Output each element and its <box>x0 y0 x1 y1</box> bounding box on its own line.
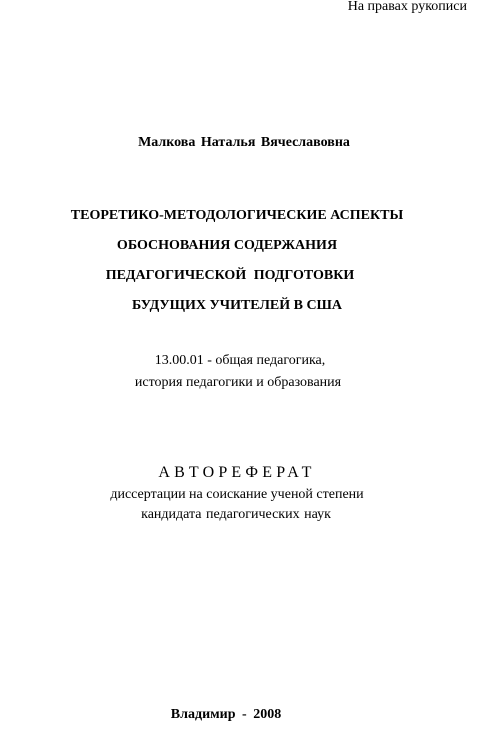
title-line: ПЕДАГОГИЧЕСКОЙ ПОДГОТОВКИ <box>105 268 355 283</box>
rights-note: На правах рукописи <box>347 0 467 14</box>
specialty-code-line: 13.00.01 - общая педагогика, <box>154 353 326 368</box>
title-line: ОБОСНОВАНИЯ СОДЕРЖАНИЯ <box>116 238 338 253</box>
title-line: БУДУЩИХ УЧИТЕЛЕЙ В США <box>131 298 343 313</box>
place-and-year: Владимир - 2008 <box>170 707 282 722</box>
document-type-heading: АВТОРЕФЕРАТ <box>158 464 316 481</box>
author-name: Малкова Наталья Вячеславовна <box>138 135 350 150</box>
title-line: ТЕОРЕТИКО-МЕТОДОЛОГИЧЕСКИЕ АСПЕКТЫ <box>70 208 404 223</box>
degree-line: диссертации на соискание ученой степени <box>110 487 364 502</box>
specialty-name-line: история педагогики и образования <box>134 375 342 390</box>
degree-line: кандидата педагогических наук <box>141 507 331 522</box>
